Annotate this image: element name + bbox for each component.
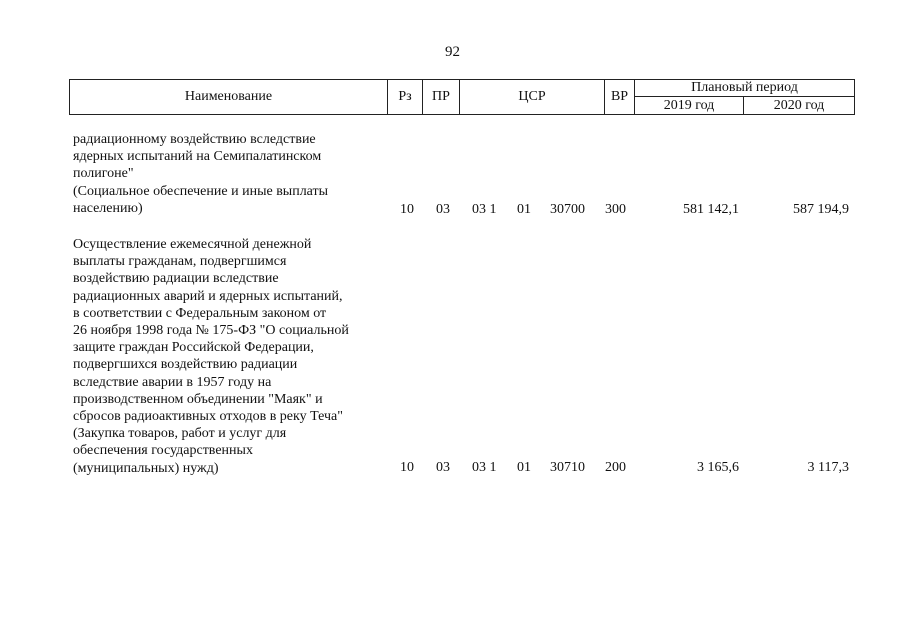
row-2-line: (Закупка товаров, работ и услуг для: [73, 426, 287, 442]
row-2-value-2020: 3 117,3: [807, 460, 849, 475]
row-1-value-2020: 587 194,9: [793, 202, 849, 217]
row-2-line: производственном объединении "Маяк" и: [73, 391, 323, 407]
row-2-line: радиационных аварий и ядерных испытаний,: [73, 288, 343, 304]
row-2-csr-sub: 01: [517, 460, 531, 475]
row-1-csr-sub: 01: [517, 202, 531, 217]
row-2-csr-code: 30710: [550, 460, 585, 475]
row-2-line: вследствие аварии в 1957 году на: [73, 374, 272, 390]
table-row-1-name: [73, 131, 391, 217]
row-2-line: в соответствии с Федеральным законом от: [73, 305, 327, 321]
row-1-rz: 10: [400, 202, 414, 217]
row-2-line: воздействию радиации вследствие: [73, 271, 279, 287]
header-plan-period: Плановый период: [635, 80, 854, 97]
row-1-vr: 300: [605, 202, 626, 217]
header-csr: ЦСР: [460, 80, 605, 114]
row-1-value-2019: 581 142,1: [683, 202, 739, 217]
row-2-line: (муниципальных) нужд): [73, 460, 219, 476]
row-2-line: подвергшихся воздействию радиации: [73, 357, 298, 373]
row-2-vr: 200: [605, 460, 626, 475]
row-1-line: (Социальное обеспечение и иные выплаты: [73, 183, 329, 199]
row-2-line: сбросов радиоактивных отходов в реку Теча": [73, 409, 343, 425]
row-2-line: выплаты гражданам, подвергшимся: [73, 254, 287, 270]
header-name: Наименование: [70, 80, 388, 114]
row-1-csr-code: 30700: [550, 202, 585, 217]
header-rz: Рз: [388, 80, 423, 114]
row-2-line: Осуществление ежемесячной денежной: [73, 237, 312, 252]
header-year-2019: 2019 год: [635, 97, 744, 114]
row-1-line: ядерных испытаний на Семипалатинском: [73, 149, 322, 165]
table-row-2-name: [73, 236, 391, 477]
header-vr: ВР: [605, 80, 635, 114]
row-1-line: полигоне": [73, 166, 134, 182]
row-2-line: защите граждан Российской Федерации,: [73, 340, 314, 356]
row-1-line: населению): [73, 200, 143, 216]
page-number: 92: [445, 44, 460, 60]
row-1-pr: 03: [436, 202, 450, 217]
row-2-line: 26 ноября 1998 года № 175-ФЗ "О социальной: [73, 323, 349, 339]
row-2-rz: 10: [400, 460, 414, 475]
row-2-pr: 03: [436, 460, 450, 475]
header-year-2020: 2020 год: [773, 98, 825, 113]
row-1-line: радиационному воздействию вследствие: [73, 132, 316, 147]
row-2-value-2019: 3 165,6: [697, 460, 739, 475]
row-2-csr-program: 03 1: [472, 460, 497, 475]
row-1-csr-program: 03 1: [472, 202, 497, 217]
row-2-line: обеспечения государственных: [73, 443, 253, 459]
table-header: [69, 79, 855, 115]
header-pr: ПР: [423, 80, 460, 114]
header-plan-group: [635, 80, 854, 114]
